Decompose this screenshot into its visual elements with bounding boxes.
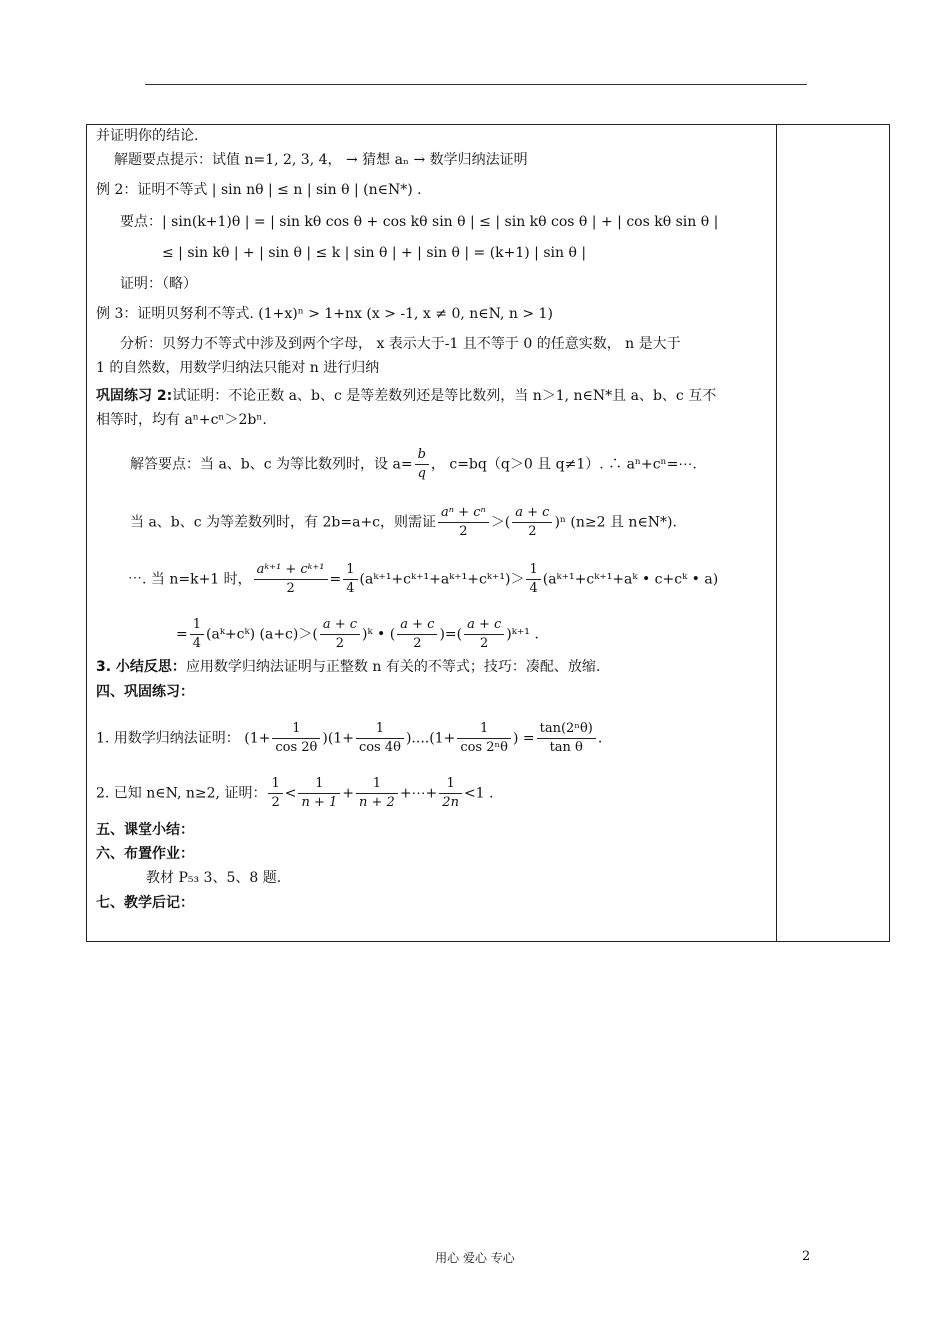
text-segment: = [329, 571, 342, 588]
summary-text: 应用数学归纳法证明与正整数 n 有关的不等式；技巧：凑配、放缩. [185, 659, 601, 675]
text-line: 证明：（略） [120, 276, 197, 292]
numerator: 1 [356, 721, 404, 739]
text-segment: )ᵏ • ( [362, 626, 396, 643]
text-line [96, 386, 716, 406]
text-line [96, 657, 600, 677]
denominator: 4 [346, 581, 355, 596]
fraction [439, 776, 462, 811]
fraction [438, 505, 489, 540]
header-rule [145, 84, 807, 85]
text-segment: ⋯. 当 n=k+1 时， [128, 571, 252, 588]
text-segment: 当 a、b、c 为等差数列时，有 2b=a+c，则需证 [130, 514, 437, 531]
text-segment: < [284, 785, 297, 802]
denominator: 2 [480, 636, 489, 651]
text-segment: + [342, 785, 355, 802]
text-line [130, 505, 677, 540]
denominator: q [417, 466, 426, 481]
fraction [272, 721, 320, 756]
fraction [254, 562, 328, 597]
text-line: 要点：| sin(k+1)θ | = | sin kθ cos θ + cos kθ sin θ | ≤ | sin kθ cos θ | + | cos kθ sin θ | [120, 214, 719, 230]
text-segment: (aᵏ+cᵏ) (a+c)＞( [206, 626, 318, 643]
exercise-text: 试证明：不论正数 a、b、c 是等差数列还是等比数列，当 n＞1, n∈N*且 a、b、c 互不 [172, 388, 717, 404]
numerator: 1 [343, 562, 357, 580]
fraction [320, 617, 360, 652]
numerator: 1 [298, 776, 340, 794]
text-segment: ＞( [490, 514, 511, 531]
denominator: 2 [335, 636, 345, 651]
text-segment: 解答要点：当 a、b、c 为等比数列时，设 a= [130, 456, 413, 473]
text-segment: )=( [439, 626, 463, 643]
numerator: aⁿ + cⁿ [438, 505, 489, 523]
numerator: b [415, 447, 429, 465]
text-line: 1 的自然数，用数学归纳法只能对 n 进行归纳 [96, 360, 380, 376]
text-line [128, 562, 718, 597]
numerator: 1 [190, 617, 204, 635]
text-segment: )....(1+ [405, 730, 456, 747]
fraction [415, 447, 429, 482]
denominator: cos 2θ [275, 740, 318, 755]
text-line [176, 617, 539, 652]
denominator: 2n [442, 795, 459, 810]
numerator: 1 [356, 776, 398, 794]
fraction [356, 776, 398, 811]
text-segment: = [176, 626, 188, 643]
section-heading: 四、巩固练习： [96, 684, 194, 700]
text-line: 例 3：证明贝努利不等式. (1+x)ⁿ > 1+nx (x > -1, x ≠ 0, n∈N, n > 1) [96, 306, 553, 322]
text-line [96, 721, 602, 756]
numerator: a + c [464, 617, 504, 635]
denominator: tan θ [549, 740, 583, 755]
text-segment: +⋯+ [399, 785, 438, 802]
text-segment: 2. 已知 n∈N, n≥2, 证明： [96, 785, 267, 802]
denominator: 2 [459, 524, 468, 539]
summary-label: 3. 小结反思： [96, 659, 186, 675]
denominator: n + 2 [359, 795, 395, 810]
exercise-label: 巩固练习 2: [96, 388, 173, 404]
table-column-divider [776, 125, 777, 941]
text-line: 解题要点提示：试值 n=1, 2, 3, 4， → 猜想 aₙ → 数学归纳法证明 [114, 152, 528, 168]
text-segment: (aᵏ⁺¹+cᵏ⁺¹+aᵏ⁺¹+cᵏ⁺¹)＞ [359, 571, 525, 588]
fraction [537, 721, 596, 756]
fraction [457, 721, 511, 756]
fraction [343, 562, 357, 597]
text-segment: (aᵏ⁺¹+cᵏ⁺¹+aᵏ • c+cᵏ • a) [542, 571, 719, 588]
text-line: ≤ | sin kθ | + | sin θ | ≤ k | sin θ | + | sin θ | = (k+1) | sin θ | [162, 245, 587, 261]
denominator: 2 [271, 795, 280, 810]
text-line: 教材 P₅₃ 3、5、8 题. [146, 870, 282, 886]
denominator: 2 [528, 524, 537, 539]
denominator: cos 4θ [358, 740, 401, 755]
numerator: a + c [512, 505, 552, 523]
text-segment: . [597, 730, 603, 747]
numerator: 1 [457, 721, 511, 739]
fraction [356, 721, 404, 756]
footer-text: 用心 爱心 专心 [435, 1251, 515, 1265]
numerator: 1 [272, 721, 320, 739]
text-line [130, 447, 697, 482]
denominator: n + 1 [301, 795, 338, 810]
numerator: 1 [526, 562, 540, 580]
text-segment: 1. 用数学归纳法证明： (1+ [96, 730, 271, 747]
fraction [190, 617, 204, 652]
denominator: 2 [286, 581, 295, 596]
numerator: aᵏ⁺¹ + cᵏ⁺¹ [254, 562, 328, 580]
text-line [96, 776, 494, 811]
text-segment: ) = [512, 730, 535, 747]
text-segment: )ᵏ⁺¹ . [506, 626, 539, 643]
text-segment: <1 . [463, 785, 494, 802]
fraction [464, 617, 504, 652]
numerator: 1 [268, 776, 282, 794]
text-line: 相等时，均有 aⁿ+cⁿ＞2bⁿ. [96, 412, 267, 428]
text-line: 分析：贝努力不等式中涉及到两个字母， x 表示大于-1 且不等于 0 的任意实数， n 是大于 [120, 336, 681, 352]
text-segment: )(1+ [322, 730, 354, 747]
numerator: a + c [397, 617, 437, 635]
fraction [397, 617, 437, 652]
section-heading: 五、课堂小结： [96, 822, 194, 838]
text-line: 例 2：证明不等式 | sin nθ | ≤ n | sin θ | (n∈N*) . [96, 182, 422, 198]
fraction [512, 505, 552, 540]
text-segment: )ⁿ (n≥2 且 n∈N*). [554, 514, 677, 531]
numerator: 1 [439, 776, 462, 794]
denominator: 4 [529, 581, 538, 596]
denominator: cos 2ⁿθ [460, 740, 508, 755]
fraction [268, 776, 282, 811]
section-heading: 七、教学后记： [96, 895, 194, 911]
numerator: tan(2ⁿθ) [537, 721, 596, 739]
text-line: 并证明你的结论. [96, 128, 199, 144]
section-heading: 六、布置作业： [96, 846, 194, 862]
denominator: 2 [413, 636, 422, 651]
page-number: 2 [802, 1249, 811, 1264]
fraction [298, 776, 340, 811]
denominator: 4 [192, 636, 202, 651]
numerator: a + c [320, 617, 360, 635]
fraction [526, 562, 540, 597]
text-segment: ， c=bq（q＞0 且 q≠1）. ∴ aⁿ+cⁿ=⋯. [430, 456, 697, 473]
